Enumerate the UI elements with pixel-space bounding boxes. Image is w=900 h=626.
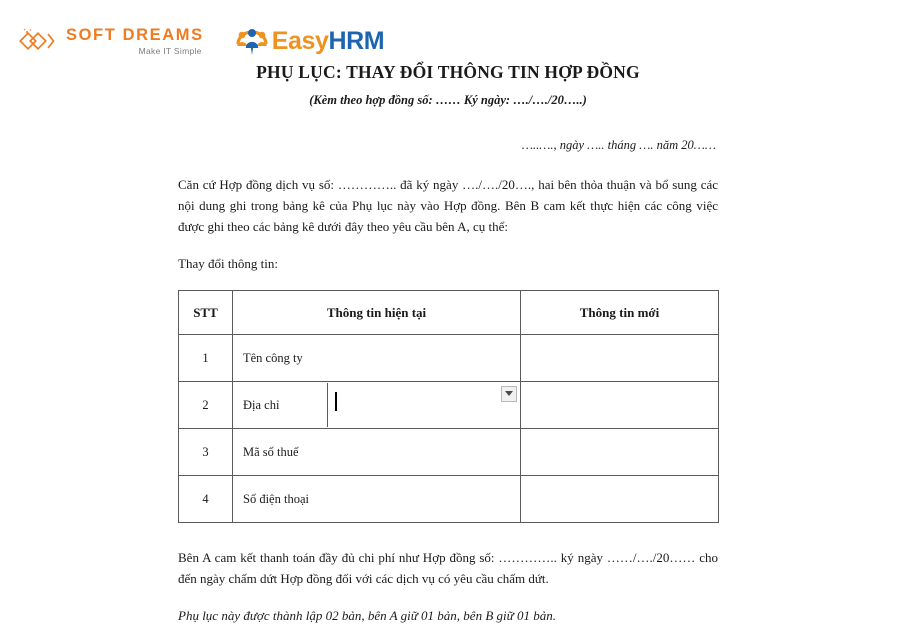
section-label: Thay đổi thông tin: xyxy=(178,256,279,272)
payment-commitment-paragraph: Bên A cam kết thanh toán đầy đủ chi phí như Hợp đồng số: ………….. ký ngày ……/…./20…… cho đến ngày chấm dứt Hợp đồng đối với các dịch vụ có yêu cầu chấm dứt. xyxy=(178,550,718,587)
cell-current-address[interactable] xyxy=(233,382,521,429)
column-header-current-info: Thông tin hiện tại xyxy=(233,291,521,335)
document-subtitle: (Kèm theo hợp đồng số: …… Ký ngày: …./…./20…..) xyxy=(309,93,587,107)
row-label-phone: Số điện thoại xyxy=(233,476,521,523)
row-index: 2 xyxy=(179,382,233,429)
table-row xyxy=(179,476,719,523)
softdreams-tagline: Make IT Simple xyxy=(138,46,202,56)
row-label-address: Địa chỉ xyxy=(243,397,280,412)
cell-new-address[interactable] xyxy=(521,382,719,429)
column-header-new-info: Thông tin mới xyxy=(521,291,719,335)
cell-new-tax-code[interactable] xyxy=(521,429,719,476)
document-title: PHỤ LỤC: THAY ĐỔI THÔNG TIN HỢP ĐỒNG xyxy=(256,62,640,82)
cell-new-company-name[interactable] xyxy=(521,335,719,382)
table-row xyxy=(179,382,719,429)
cell-new-phone[interactable] xyxy=(521,476,719,523)
row-index: 3 xyxy=(179,429,233,476)
softdreams-mark-icon xyxy=(18,26,64,56)
text-cursor xyxy=(335,392,337,411)
table-row xyxy=(179,429,719,476)
intro-paragraph: Căn cứ Hợp đồng dịch vụ số: ………….. đã ký ngày …./…./20…., hai bên thỏa thuận và bổ sung các nội dung ghi trong bảng kê của Phụ lục này vào Hợp đồng. Bên B cam kết thực hiện các công việc được ghi theo các bảng kê dưới đây theo yêu cầu bên A, cụ thể: xyxy=(178,177,718,235)
chevron-down-glyph xyxy=(505,391,513,397)
column-header-stt: STT xyxy=(179,291,233,335)
row-index: 4 xyxy=(179,476,233,523)
copies-note-paragraph: Phụ lục này được thành lập 02 bản, bên A giữ 01 bản, bên B giữ 01 bản. xyxy=(178,608,556,624)
softdreams-word-dreams: DREAMS xyxy=(122,25,204,44)
row-label-tax-code: Mã số thuế xyxy=(233,429,521,476)
softdreams-word-soft: SOFT xyxy=(66,25,117,44)
change-info-table xyxy=(178,290,719,523)
table-row xyxy=(179,335,719,382)
chevron-down-icon[interactable] xyxy=(501,386,517,402)
date-place-line: …..…., ngày ….. tháng …. năm 20…… xyxy=(521,138,716,152)
table-header-row xyxy=(179,291,719,335)
softdreams-logo xyxy=(18,26,204,56)
row-index: 1 xyxy=(179,335,233,382)
row-label-company-name: Tên công ty xyxy=(233,335,521,382)
easyhrm-word-hrm: HRM xyxy=(328,26,385,55)
document-body xyxy=(178,0,718,626)
easyhrm-word-easy: Easy xyxy=(271,26,329,55)
